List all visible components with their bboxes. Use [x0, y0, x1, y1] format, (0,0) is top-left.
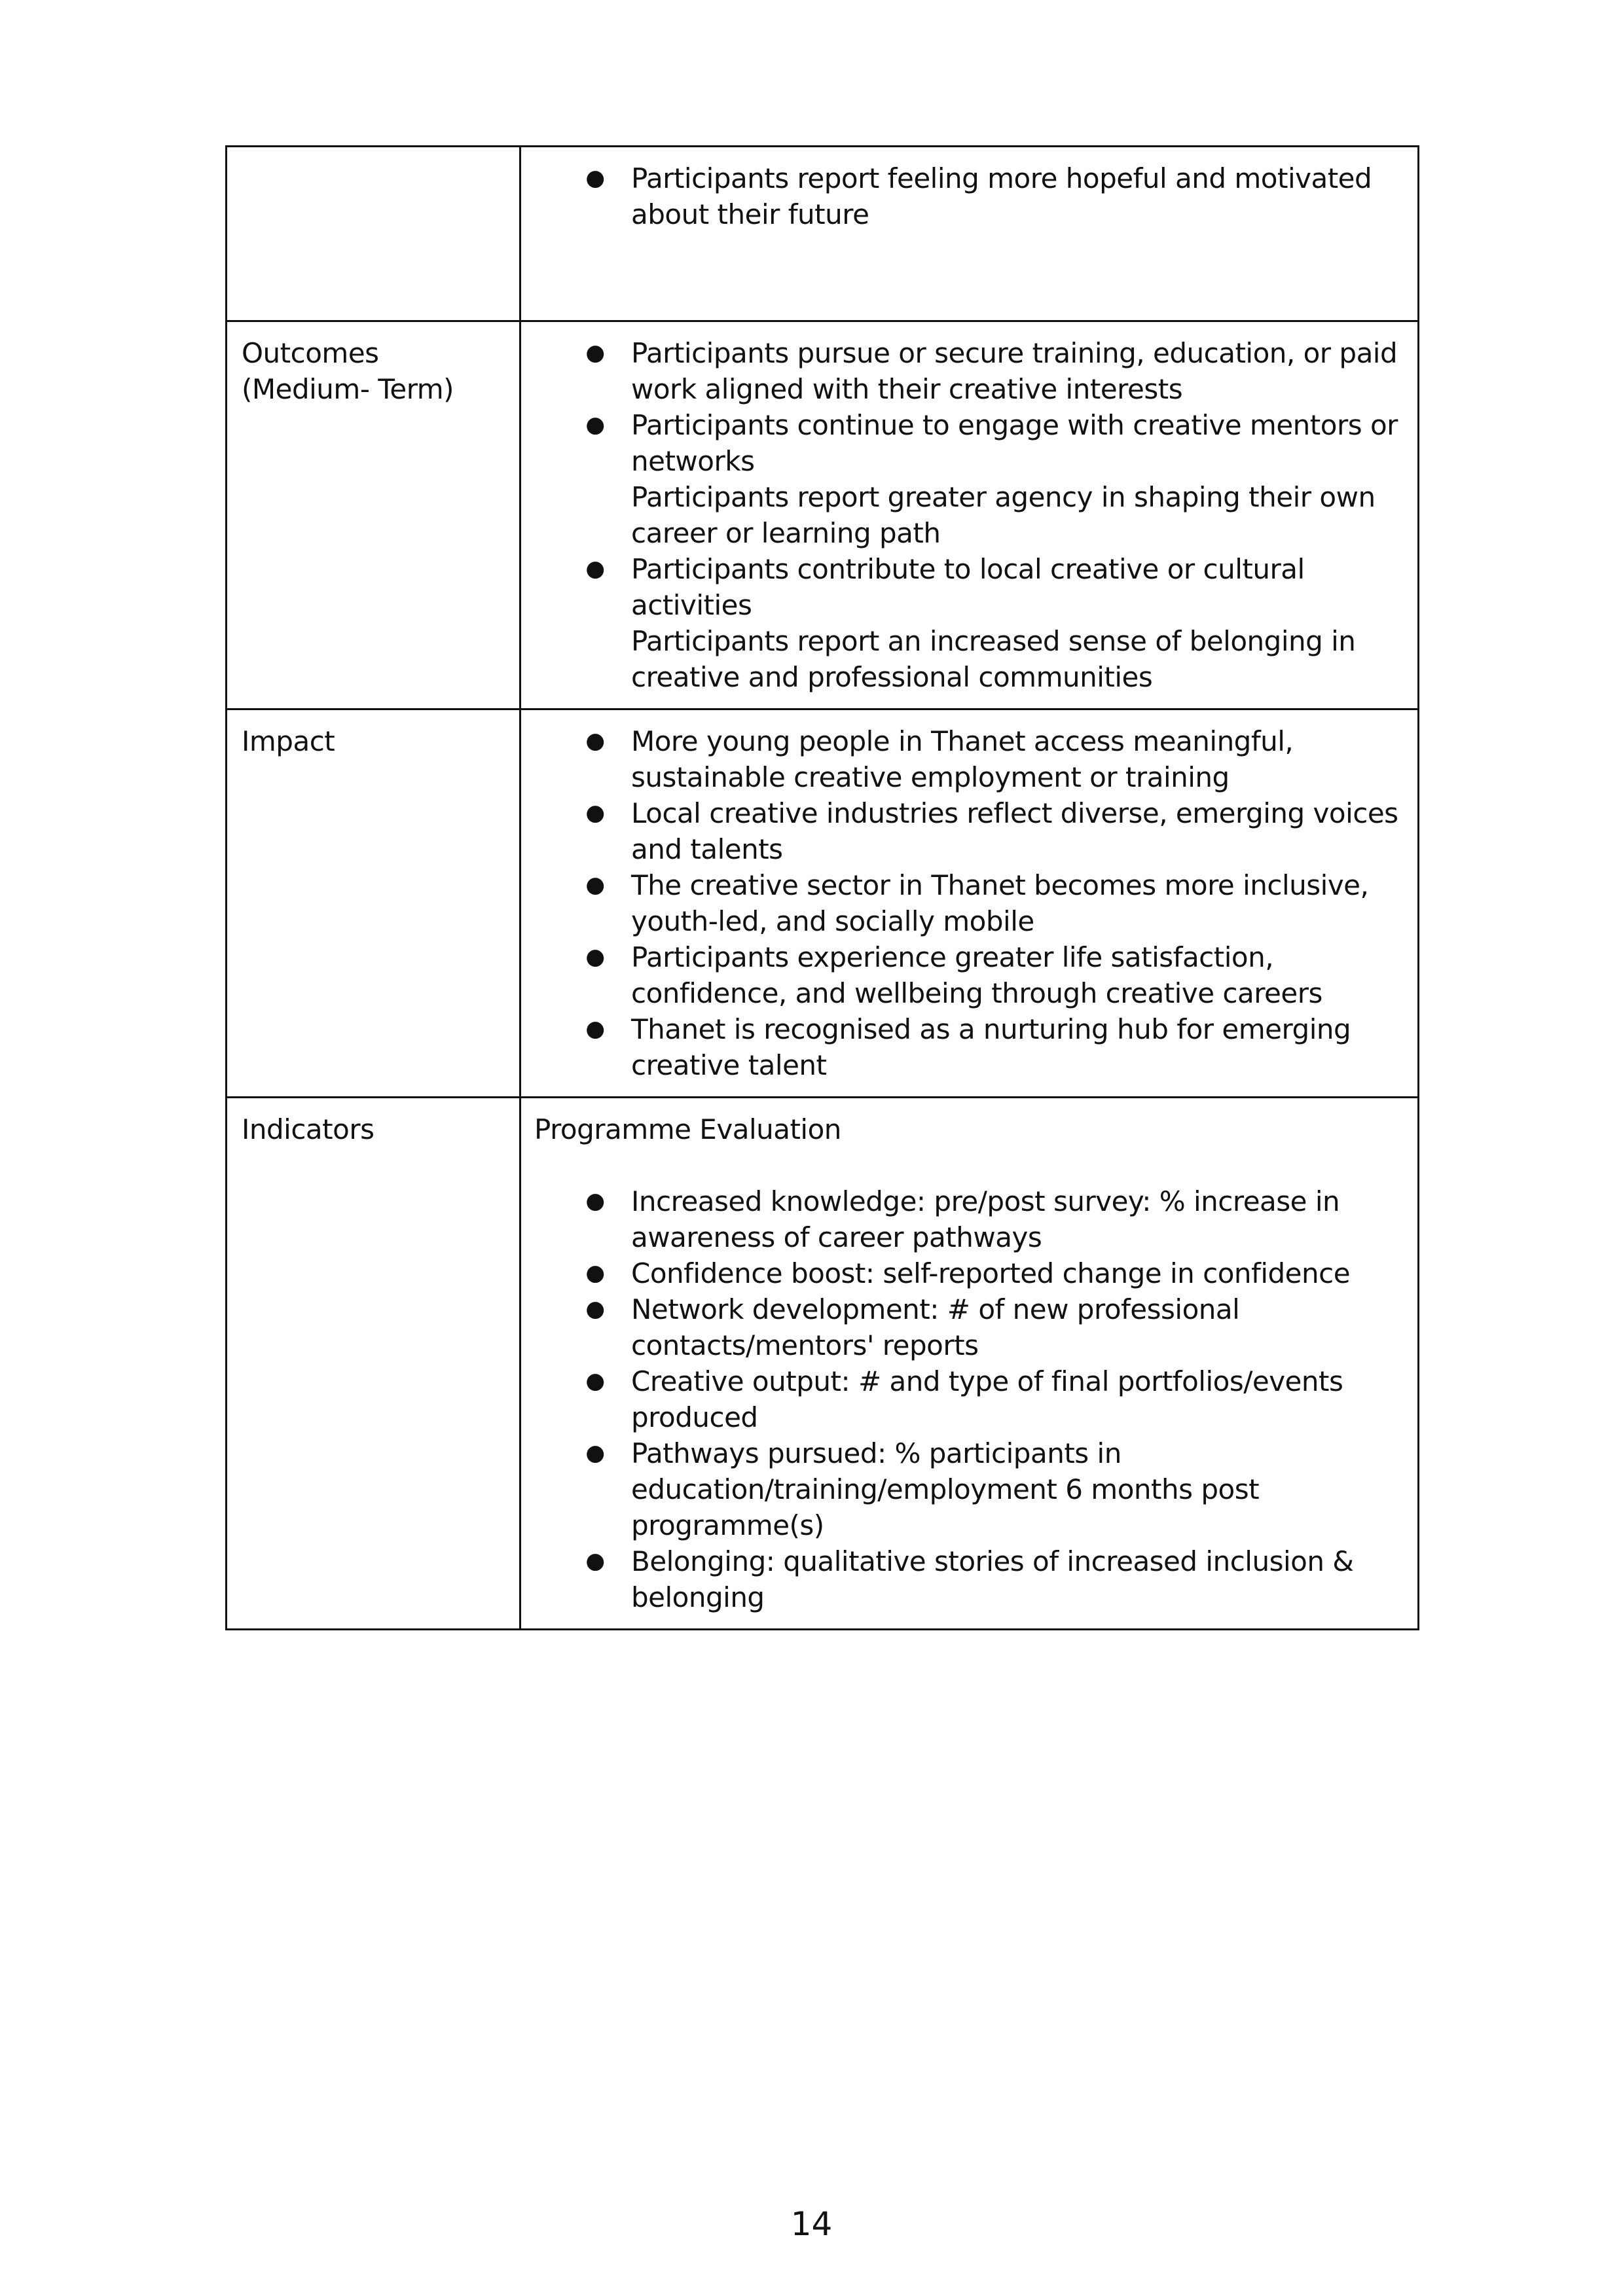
bullet-icon: ●	[585, 412, 605, 438]
list-item	[534, 1255, 1404, 1291]
list-item-text: Thanet is recognised as a nurturing hub for emerging creative talent	[631, 1013, 1351, 1081]
list-item	[534, 479, 1404, 551]
list-item-text: Participants report an increased sense of belonging in creative and professional communities	[631, 625, 1356, 693]
list-item-text: Participants report greater agency in shaping their own career or learning path	[631, 481, 1376, 549]
bullet-icon: ●	[585, 1188, 605, 1214]
list-item	[534, 939, 1404, 1011]
list-item	[534, 723, 1404, 795]
row-content-cell	[520, 321, 1419, 709]
list-item-text: Local creative industries reflect diverse, emerging voices and talents	[631, 797, 1398, 865]
bullet-icon: ●	[585, 1440, 605, 1466]
bullet-icon: ●	[585, 872, 605, 898]
list-item-text: Participants report feeling more hopeful and motivated about their future	[631, 162, 1372, 230]
list-item-text: Network development: # of new professional contacts/mentors' reports	[631, 1293, 1240, 1361]
row-label: Impact	[242, 725, 335, 757]
list-item-text: More young people in Thanet access meaningful, sustainable creative employment or training	[631, 725, 1294, 793]
list-item-text: Pathways pursued: % participants in education/training/employment 6 months post programme(s)	[631, 1437, 1260, 1541]
section-intro: Programme Evaluation	[534, 1113, 841, 1145]
bullet-icon: ●	[585, 1296, 605, 1322]
row-label-cell	[227, 321, 520, 709]
list-item	[534, 1011, 1404, 1083]
table-row	[227, 1098, 1419, 1630]
list-item	[534, 623, 1404, 695]
list-item	[534, 407, 1404, 479]
bullet-icon: ●	[585, 1548, 605, 1574]
page-number: 14	[790, 2205, 833, 2243]
list-item-text: The creative sector in Thanet becomes more inclusive, youth-led, and socially mobile	[631, 869, 1369, 937]
table-row	[227, 709, 1419, 1098]
logic-model-table	[225, 145, 1419, 1630]
bullet-list	[534, 335, 1404, 695]
list-item-text: Participants pursue or secure training, education, or paid work aligned with their creative interests	[631, 337, 1398, 405]
row-label-cell	[227, 1098, 520, 1630]
bullet-icon: ●	[585, 165, 605, 191]
list-item-text: Participants continue to engage with creative mentors or networks	[631, 409, 1398, 477]
table-row	[227, 321, 1419, 709]
list-item	[534, 1363, 1404, 1435]
bullet-list	[534, 160, 1404, 232]
bullet-icon: ●	[585, 556, 605, 582]
bullet-icon: ●	[585, 1260, 605, 1286]
bullet-icon: ●	[585, 1368, 605, 1394]
list-item-text: Creative output: # and type of final portfolios/events produced	[631, 1365, 1343, 1433]
list-item	[534, 1543, 1404, 1615]
bullet-icon: ●	[585, 800, 605, 826]
list-item	[534, 1291, 1404, 1363]
bullet-list	[534, 723, 1404, 1083]
row-label: Outcomes (Medium- Term)	[242, 337, 454, 405]
list-item	[534, 867, 1404, 939]
list-item-text: Participants experience greater life satisfaction, confidence, and wellbeing through creative careers	[631, 941, 1322, 1009]
list-item-text: Confidence boost: self-reported change in confidence	[631, 1257, 1351, 1289]
row-label: Indicators	[242, 1113, 374, 1145]
bullet-icon: ●	[585, 1016, 605, 1042]
list-item	[534, 335, 1404, 407]
list-item-text: Belonging: qualitative stories of increased inclusion & belonging	[631, 1545, 1354, 1613]
bullet-icon: ●	[585, 944, 605, 970]
bullet-icon: ●	[585, 728, 605, 754]
row-label-cell	[227, 709, 520, 1098]
table-row	[227, 147, 1419, 321]
list-item	[534, 551, 1404, 623]
bullet-icon: ●	[585, 340, 605, 366]
row-content-cell	[520, 147, 1419, 321]
list-item	[534, 160, 1404, 232]
row-content-cell	[520, 709, 1419, 1098]
list-item-text: Increased knowledge: pre/post survey: % increase in awareness of career pathways	[631, 1185, 1340, 1253]
list-item	[534, 1435, 1404, 1543]
list-item-text: Participants contribute to local creative or cultural activities	[631, 553, 1305, 621]
row-label-cell	[227, 147, 520, 321]
row-content-cell	[520, 1098, 1419, 1630]
list-item	[534, 795, 1404, 867]
bullet-list	[534, 1183, 1404, 1615]
list-item	[534, 1183, 1404, 1255]
